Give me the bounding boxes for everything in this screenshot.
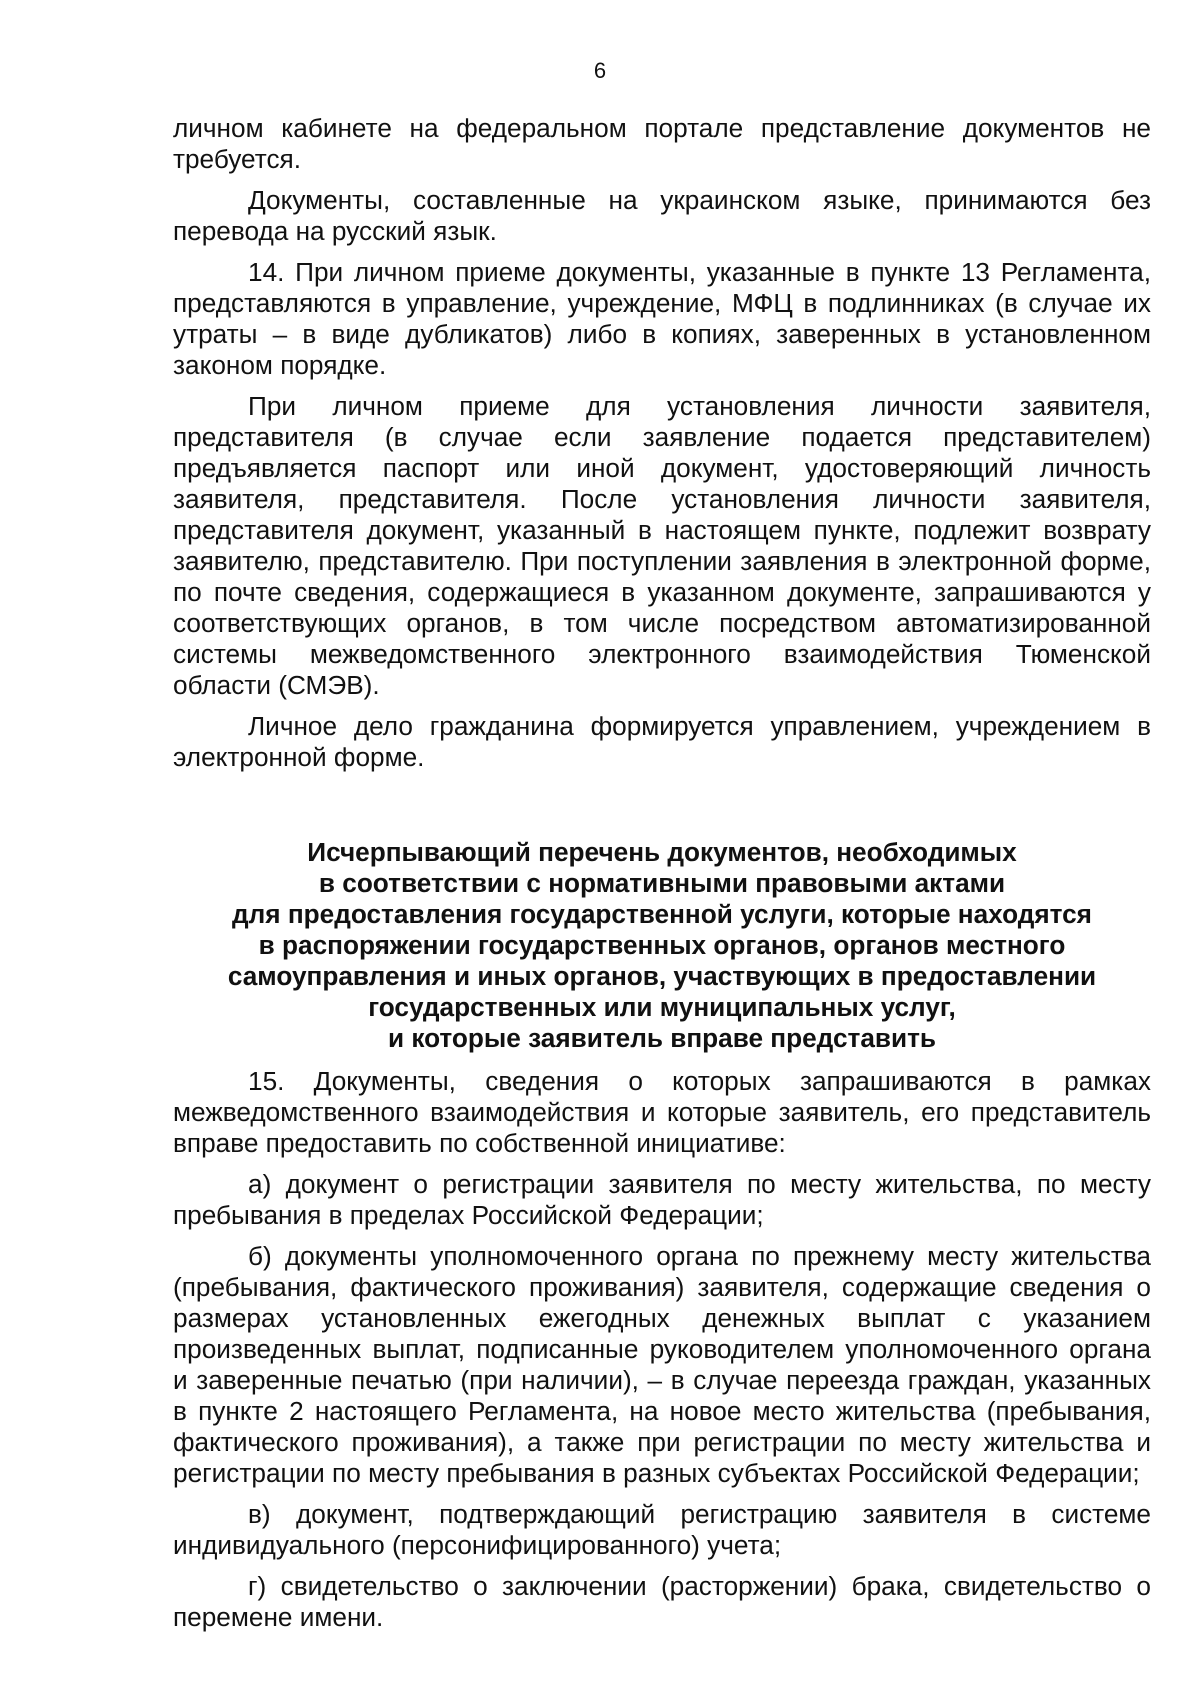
- section-title-line: в распоряжении государственных органов, органов местного: [258, 930, 1066, 960]
- section-title-line: Исчерпывающий перечень документов, необходимых: [307, 837, 1017, 867]
- paragraph: При личном приеме для установления личности заявителя, представителя (в случае если заявление подается представителем) предъявляется паспорт или иной документ, удостоверяющий личность заявителя, представителя. После установления личности заявителя, представителя документ, указанный в настоящем пункте, подлежит возврату заявителю, представителю. При поступлении заявления в электронной форме, по почте сведения, содержащиеся в указанном документе, запрашиваются у соответствующих органов, в том числе посредством автоматизированной системы межведомственного электронного взаимодействия Тюменской области (СМЭВ).: [173, 391, 1151, 700]
- section-title: [173, 837, 1151, 1054]
- paragraph-item-15: 15. Документы, сведения о которых запрашиваются в рамках межведомственного взаимодействия и которые заявитель, его представитель вправе предоставить по собственной инициативе:: [173, 1066, 1151, 1158]
- list-item-b: б) документы уполномоченного органа по прежнему месту жительства (пребывания, фактического проживания) заявителя, содержащие сведения о размерах установленных ежегодных денежных выплат с указанием произведенных выплат, подписанные руководителем уполномоченного органа и заверенные печатью (при наличии), – в случае переезда граждан, указанных в пункте 2 настоящего Регламента, на новое место жительства (пребывания, фактического проживания), а также при регистрации по месту жительства и регистрации по месту пребывания в разных субъектах Российской Федерации;: [173, 1241, 1151, 1488]
- list-item-v: в) документ, подтверждающий регистрацию заявителя в системе индивидуального (персонифицированного) учета;: [173, 1499, 1151, 1560]
- list-item-g: г) свидетельство о заключении (расторжении) брака, свидетельство о перемене имени.: [173, 1571, 1151, 1632]
- paragraph-item-14: 14. При личном приеме документы, указанные в пункте 13 Регламента, представляются в управление, учреждение, МФЦ в подлинниках (в случае их утраты – в виде дубликатов) либо в копиях, заверенных в установленном законом порядке.: [173, 257, 1151, 380]
- paragraph: Документы, составленные на украинском языке, принимаются без перевода на русский язык.: [173, 185, 1151, 246]
- section-title-line: государственных или муниципальных услуг,: [368, 992, 956, 1022]
- section-title-line: самоуправления и иных органов, участвующих в предоставлении: [227, 961, 1097, 991]
- page-number: 6: [593, 58, 607, 83]
- document-body: [173, 113, 1151, 1643]
- list-item-a: а) документ о регистрации заявителя по месту жительства, по месту пребывания в пределах Российской Федерации;: [173, 1169, 1151, 1230]
- paragraph: личном кабинете на федеральном портале представление документов не требуется.: [173, 113, 1151, 174]
- section-title-line: в соответствии с нормативными правовыми актами: [318, 868, 1006, 898]
- paragraph: Личное дело гражданина формируется управлением, учреждением в электронной форме.: [173, 711, 1151, 772]
- section-title-line: и которые заявитель вправе представить: [387, 1023, 937, 1053]
- section-title-line: для предоставления государственной услуги, которые находятся: [232, 899, 1092, 929]
